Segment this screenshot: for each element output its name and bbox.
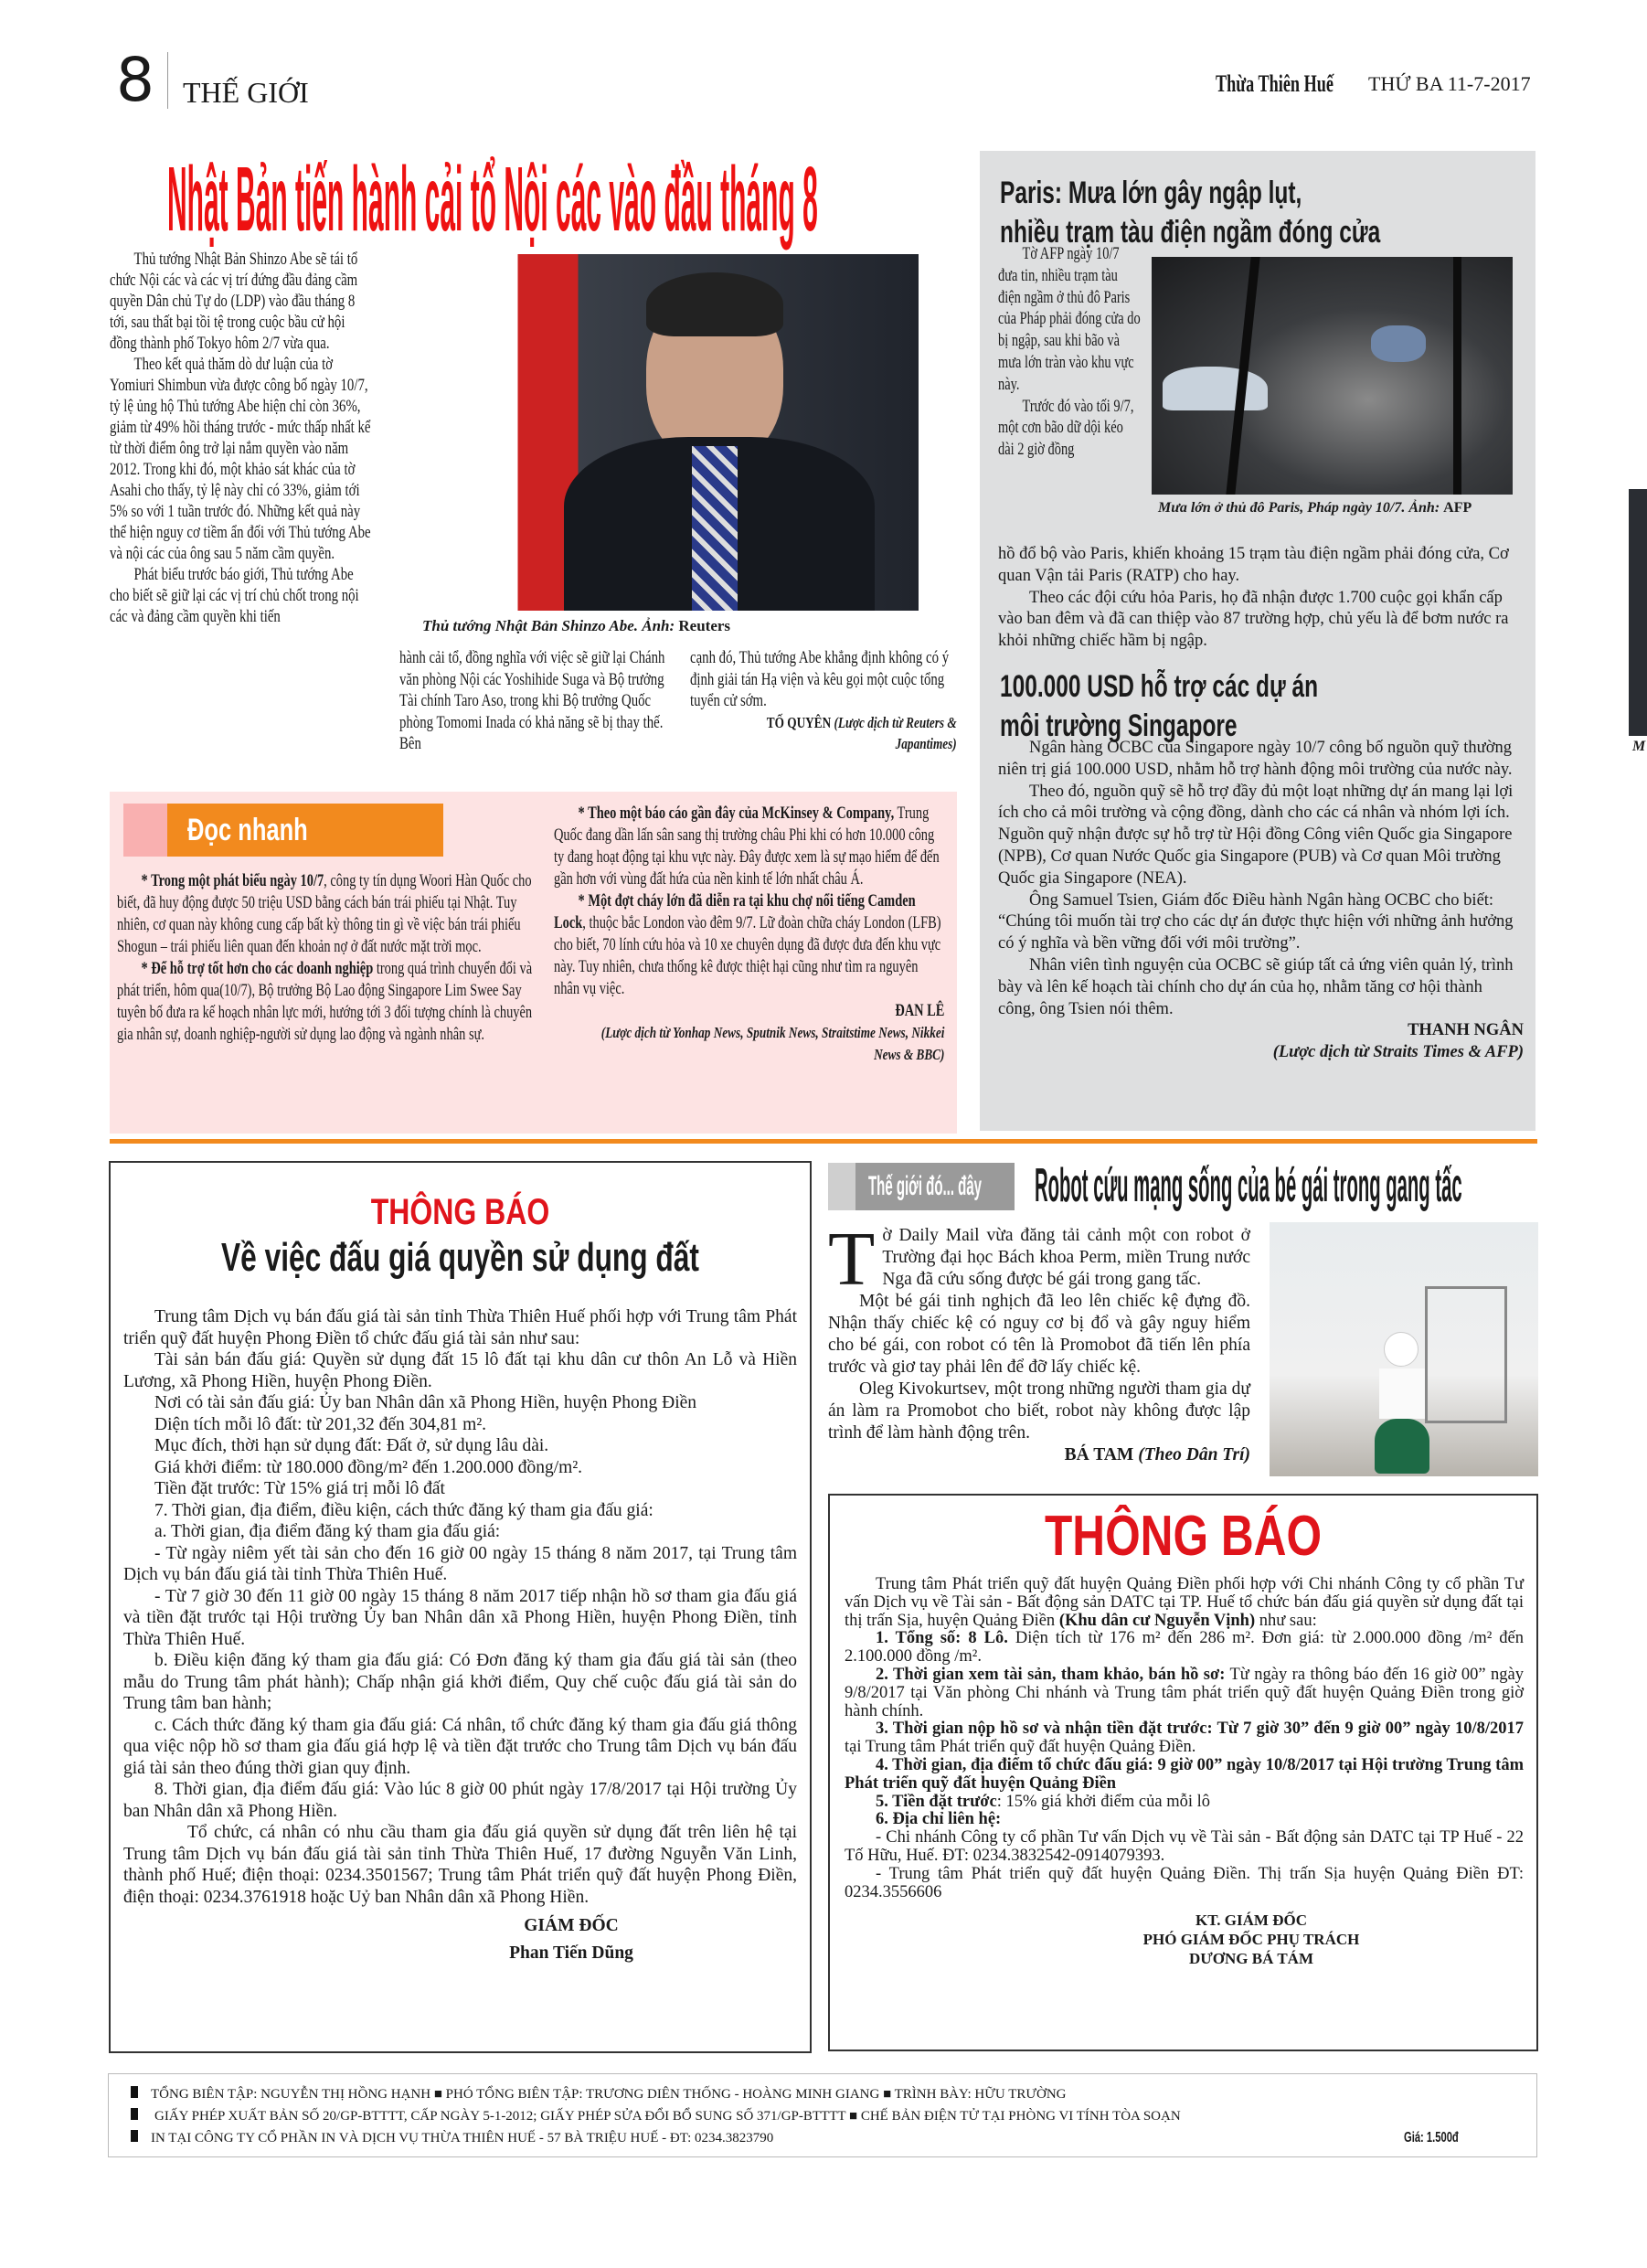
notice-subtitle: Về việc đấu giá quyền sử dụng đất bbox=[221, 1235, 699, 1280]
price: Giá: 1.500đ bbox=[1403, 2130, 1459, 2146]
main-article-col2: hành cải tổ, đồng nghĩa với việc sẽ giữ lại Chánh văn phòng Nội các Yoshihide Suga và Bộ trưởng Tài chính Taro Aso, trong khi Bộ trưởng Quốc phòng Tomomi Inada có khả năng sẽ bị thay thế. Bên bbox=[399, 648, 665, 753]
singapore-body: Ngân hàng OCBC của Singapore ngày 10/7 công bố nguồn quỹ thường niên trị giá 100.000 USD, nhằm hỗ trợ hành động môi trường của nước này. Theo đó, nguồn quỹ sẽ hỗ trợ đầy đủ một loạt những dự án mang lại lợi ích cho cả môi trường và cộng đồng, dành cho các cá nhân và nhóm lợi ích. Nguồn quỹ nhận được sự hỗ trợ từ Hội đồng Công viên Quốc gia Singapore (NPB), Cơ quan Nước Quốc gia Singapore (PUB) và Cơ quan Môi trường Quốc gia Singapore (NEA). Ông Samuel Tsien, Giám đốc Điều hành Ngân hàng OCBC cho biết: “Chúng tôi muốn tài trợ cho các dự án được thực hiện với những ảnh hưởng có ý nghĩa và bền vững đối với môi trường”. Nhân viên tình nguyện của OCBC sẽ giúp tất cả ứng viên quản lý, trình bày và lên kế hoạch tài chính cho dự án của họ, nhằm tăng cơ hội thành công, ông Tsien nói thêm. THANH NGÂN (Lược dịch từ Straits Times & AFP) bbox=[998, 739, 1524, 1062]
issue-date: THỨ BA 11-7-2017 bbox=[1368, 72, 1531, 95]
signer-title: GIÁM ĐỐC bbox=[524, 1916, 619, 1935]
paris-photo-caption: Mưa lớn ở thủ đô Paris, Pháp ngày 10/7. Ảnh: AFP bbox=[1158, 500, 1472, 516]
header-divider bbox=[167, 52, 168, 109]
auction-notice-right bbox=[828, 1494, 1538, 2051]
notice-body: Trung tâm Phát triển quỹ đất huyện Quảng Điền phối hợp với Chi nhánh Công ty cổ phần Tư vấn Dịch vụ về Tài sản - Bất động sản DATC tại TP. Huế tổ chức bán đấu giá quyền sử dụng đất tại thị trấn Sịa, huyện Quảng Điền (Khu dân cư Nguyễn Vịnh) như sau: 1. Tổng số: 8 Lô. Diện tích từ 176 m² đến 286 m². Đơn giá: từ 2.000.000 đồng /m² đến 2.100.000 đồng /m². 2. Thời gian xem tài sản, tham khảo, bán hồ sơ: Từ ngày ra thông báo đến 16 giờ 00” ngày 9/8/2017 tại Văn phòng Chi nhánh và Trung tâm phát triển quỹ đất huyện Quảng Điền trong giờ hành chính. 3. Thời gian nộp hồ sơ và nhận tiền đặt trước: Từ 7 giờ 30” đến 9 giờ 00” ngày 10/8/2017 tại Trung tâm Phát triển quỹ đất huyện Quảng Điền. 4. Thời gian, địa điểm tổ chức đấu giá: 9 giờ 00” ngày 10/8/2017 tại Hội trường Trung tâm Phát triển quỹ đất huyện Quảng Điền 5. Tiền đặt trước: 15% giá khởi điểm của mỗi lô 6. Địa chỉ liên hệ: - Chi nhánh Công ty cổ phần Tư vấn Dịch vụ về Tài sản - Bất động sản DATC tại TP Huế - 22 Tố Hữu, Huế. ĐT: 0234.3832542-0914079393. - Trung tâm Phát triển quỹ đất huyện Quảng Điền. Thị trấn Sịa huyện Quảng Điền ĐT: 0234.3556606 KT. GIÁM ĐỐC PHÓ GIÁM ĐỐC PHỤ TRÁCH DƯƠNG BÁ TÁM bbox=[845, 1575, 1524, 1968]
paris-headline: Paris: Mưa lớn gây ngập lụt, nhiều trạm tàu điện ngầm đóng cửa bbox=[1000, 176, 1381, 250]
quick-read-col2: * Theo một báo cáo gần đây của McKinsey & Company, Trung Quốc đang dần lấn sân sang thị trường châu Phi khi có hơn 10.000 công ty đang hoạt động tại khu vực này. Đây được xem là sự mạo hiểm để đến gần hơn với vùng đất hứa của nền kinh tế lớn nhất châu Á. * Một đợt cháy lớn đã diễn ra tại khu chợ nổi tiếng Camden Lock, thuộc bắc London vào đêm 9/7. Lữ đoàn chữa cháy London (LFB) cho biết, 70 lính cứu hỏa và 10 xe chuyên dụng đã được đưa đến khu vực này. Tuy nhiên, chưa thống kê được thiệt hại cũng như tìm ra nguyên nhân vụ việc. ĐAN LÊ (Lược dịch từ Yonhap News, Sputnik News, Straitstime News, Nikkei News & BBC) bbox=[554, 804, 945, 1063]
quick-read-box bbox=[110, 792, 957, 1134]
notice-title: THÔNG BÁO bbox=[370, 1192, 550, 1232]
page-number: 8 bbox=[116, 45, 154, 115]
byline: THANH NGÂN bbox=[1408, 1021, 1524, 1040]
main-article-col1: Thủ tướng Nhật Bản Shinzo Abe sẽ tái tổ chức Nội các và các vị trí đứng đầu đảng cầm quyền Dân chủ Tự do (LDP) vào đầu tháng 8 tới, sau thất bại tồi tệ trong cuộc bầu cử hội đồng thành phố Tokyo hôm 2/7 vừa qua. Theo kết quả thăm dò dư luận của tờ Yomiuri Shimbun vừa được công bố ngày 10/7, tỷ lệ ủng hộ Thủ tướng Abe hiện chỉ còn 36%, giảm từ 49% hồi tháng trước - mức thấp nhất kể từ thời điểm ông trở lại nắm quyền vào năm 2012. Trong khi đó, một khảo sát khác của tờ Asahi cho thấy, tỷ lệ này chỉ có 33%, giảm tới 5% so với 1 tuần trước đó. Những kết quả này thể hiện nguy cơ tiềm ẩn đối với Thủ tướng Abe và nội các của ông sau 5 năm cầm quyền. Phát biểu trước báo giới, Thủ tướng Abe cho biết sẽ giữ lại các vị trí chủ chốt trong nội các và đảng cầm quyền khi tiến bbox=[110, 250, 371, 626]
page-header bbox=[114, 45, 1540, 115]
abe-photo-caption: Thủ tướng Nhật Bản Shinzo Abe. Ảnh: Reuters bbox=[422, 617, 731, 634]
edge-photo-fragment bbox=[1629, 489, 1647, 736]
edge-text-fragment: M bbox=[1632, 739, 1646, 754]
quick-read-col1: * Trong một phát biểu ngày 10/7, công ty tín dụng Woori Hàn Quốc cho biết, đã huy động được 50 triệu USD bằng cách bán trái phiếu tại Nhật. Tuy nhiên, cơ quan này không cung cấp bất kỳ thông tin gì về việc bán trái phiếu Shogun – trái phiếu liên quan đến khoản nợ ở đất nước mặt trời mọc. * Để hỗ trợ tốt hơn cho các doanh nghiệp trong quá trình chuyển đổi và phát triển, hôm qua(10/7), Bộ trưởng Bộ Lao động Singapore Lim Swee Say tuyên bố đưa ra kế hoạch nhân lực mới, hướng tới 3 đối tượng chính là chuyên gia nhân sự, doanh nghiệp-người sử dụng lao động và ngành nhân sự. bbox=[117, 872, 533, 1044]
masthead-footer: TỔNG BIÊN TẬP: NGUYỄN THỊ HỒNG HẠNH ■ PHÓ TỔNG BIÊN TẬP: TRƯƠNG DIÊN THỐNG - HOÀNG MINH GIANG ■ TRÌNH BÀY: HỮU TRƯỜNG GIẤY PHÉP XUẤT BẢN SỐ 20/GP-BTTTT, CẤP NGÀY 5-1-2012; GIẤY PHÉP SỬA ĐỔI BỔ SUNG SỐ 371/GP-BTTTT ■ CHẾ BẢN ĐIỆN TỬ TẠI PHÒNG VI TÍNH TÒA SOẠN IN TẠI CÔNG TY CỔ PHẦN IN VÀ DỊCH VỤ THỪA THIÊN HUẾ - 57 BÀ TRIỆU HUẾ - ĐT: 0234.3823790 Giá: 1.500đ bbox=[108, 2073, 1537, 2157]
robot-body: Tờ Daily Mail vừa đăng tải cảnh một con robot ở Trường đại học Bách khoa Perm, miền Trung nước Nga đã cứu sống được bé gái trong gang tấc. Một bé gái tinh nghịch đã leo lên chiếc kệ đựng đồ. Nhận thấy chiếc kệ có nguy cơ bị đổ và gây nguy hiểm cho bé gái, con robot có tên là Promobot đã tiến lên phía trước và giơ tay phải lên để đỡ lấy chiếc kệ. Oleg Kivokurtsev, một trong những người tham gia dự án làm ra Promobot cho biết, robot này không được lập trình để làm hành động trên. BÁ TAM (Theo Dân Trí) bbox=[828, 1217, 1250, 1464]
notice-signature: KT. GIÁM ĐỐC PHÓ GIÁM ĐỐC PHỤ TRÁCH DƯƠNG BÁ TÁM bbox=[1142, 1911, 1360, 1968]
drop-cap: T bbox=[828, 1217, 876, 1302]
section-divider bbox=[110, 1139, 1537, 1144]
robot-headline: Robot cứu mạng sống của bé gái trong gang tấc bbox=[1035, 1159, 1462, 1212]
world-briefs-box bbox=[980, 151, 1535, 1131]
paris-col: Tờ AFP ngày 10/7 đưa tin, nhiều trạm tàu điện ngầm ở thủ đô Paris của Pháp phải đóng cửa do bị ngập, sau khi bão và mưa lớn tràn vào khu vực này. Trước đó vào tối 9/7, một cơn bão dữ dội kéo dài 2 giờ đồng bbox=[998, 245, 1141, 460]
robot-photo bbox=[1270, 1222, 1538, 1476]
main-article-col3: cạnh đó, Thủ tướng Abe khẳng định không có ý định giải tán Hạ viện và kêu gọi một cuộc tổng tuyển cử sớm. TỐ QUYÊN (Lược dịch từ Reuters & Japantimes) bbox=[690, 648, 957, 752]
byline: TỐ QUYÊN bbox=[766, 713, 832, 731]
auction-notice-left bbox=[109, 1161, 812, 2053]
world-section-label: Thế giới đó... đây bbox=[855, 1163, 1015, 1210]
signer-name: Phan Tiến Dũng bbox=[509, 1943, 633, 1963]
notice-body: Trung tâm Dịch vụ bán đấu giá tài sản tỉnh Thừa Thiên Huế phối hợp với Trung tâm Phát triển quỹ đất huyện Phong Điền tổ chức đấu giá tài sản như sau: Tài sản bán đấu giá: Quyền sử dụng đất 15 lô đất tại khu dân cư thôn An Lỗ và Hiền Lương, xã Phong Hiền, huyện Phong Điền. Nơi có tài sản đấu giá: Ủy ban Nhân dân xã Phong Hiền, huyện Phong Điền Diện tích mỗi lô đất: từ 201,32 đến 304,81 m². Mục đích, thời hạn sử dụng đất: Đất ở, sử dụng lâu dài. Giá khởi điểm: từ 180.000 đồng/m² đến 1.200.000 đồng/m². Tiền đặt trước: Từ 15% giá trị mỗi lô đất 7. Thời gian, địa điểm, điều kiện, cách thức đăng ký tham gia đấu giá: a. Thời gian, địa điểm đăng ký tham gia đấu giá: - Từ ngày niêm yết tài sản cho đến 16 giờ 00 ngày 15 tháng 8 năm 2017, tại Trung tâm Dịch vụ bán đấu giá tài tỉnh Thừa Thiên Huế. - Từ 7 giờ 30 đến 11 giờ 00 ngày 15 tháng 8 năm 2017 tiếp nhận hồ sơ tham gia đấu giá và tiền đặt trước tại Hội trường Ủy ban Nhân dân xã Phong Hiền, huyện Phong Điền, tỉnh Thừa Thiên Huế. b. Điều kiện đăng ký tham gia đấu giá: Có Đơn đăng ký tham gia đấu giá tài sản (theo mẫu do Trung tâm phát hành); Chấp nhận giá khởi điểm, Quy chế cuộc đấu giá tài sản do Trung tâm ban hành; c. Cách thức đăng ký tham gia đấu giá: Cá nhân, tổ chức đăng ký tham gia đấu giá thông qua việc nộp hồ sơ tham gia đấu giá hợp lệ và tiền đặt trước cho Trung tâm Dịch vụ bán đấu giá tài sản theo đúng thời gian quy định. 8. Thời gian, địa điểm đấu giá: Vào lúc 8 giờ 00 phút ngày 17/8/2017 tại Hội trường Ủy ban Nhân dân xã Phong Hiền. Tổ chức, cá nhân có nhu cầu tham gia đấu giá quyền sử dụng đất trên liên hệ tại Trung tâm Dịch vụ bán đấu giá tài sản tỉnh Thừa Thiên Huế, 17 đường Nguyễn Văn Linh, thành phố Huế; điện thoại: 0234.3501567; Trung tâm Phát triển quỹ đất huyện Phong Điền, điện thoại: 0234.3761918 hoặc Uỷ ban Nhân dân xã Phong Hiền. GIÁM ĐỐC Phan Tiến Dũng bbox=[123, 1307, 797, 1963]
section-title: THẾ GIỚI bbox=[183, 76, 309, 109]
paris-flood-photo bbox=[1152, 257, 1513, 495]
quick-read-title-bar: Đọc nhanh bbox=[167, 804, 443, 857]
abe-photo bbox=[418, 254, 919, 611]
main-headline: Nhật Bản tiến hành cải tổ Nội các vào đầu tháng 8 bbox=[167, 148, 818, 250]
notice-title: THÔNG BÁO bbox=[1044, 1505, 1323, 1568]
paper-name: Thừa Thiên Huế bbox=[1216, 70, 1334, 97]
paris-body: hồ đổ bộ vào Paris, khiến khoảng 15 trạm tàu điện ngầm phải đóng cửa, Cơ quan Vận tải Paris (RATP) cho hay. Theo các đội cứu hỏa Paris, họ đã nhận được 1.700 cuộc gọi khẩn cấp vào ban đêm và đã can thiệp vào 87 trường hợp, chủ yếu là để bơm nước ra khỏi những chiếc hầm bị ngập. bbox=[998, 545, 1509, 651]
singapore-headline: 100.000 USD hỗ trợ các dự án môi trường Singapore bbox=[1000, 669, 1319, 743]
